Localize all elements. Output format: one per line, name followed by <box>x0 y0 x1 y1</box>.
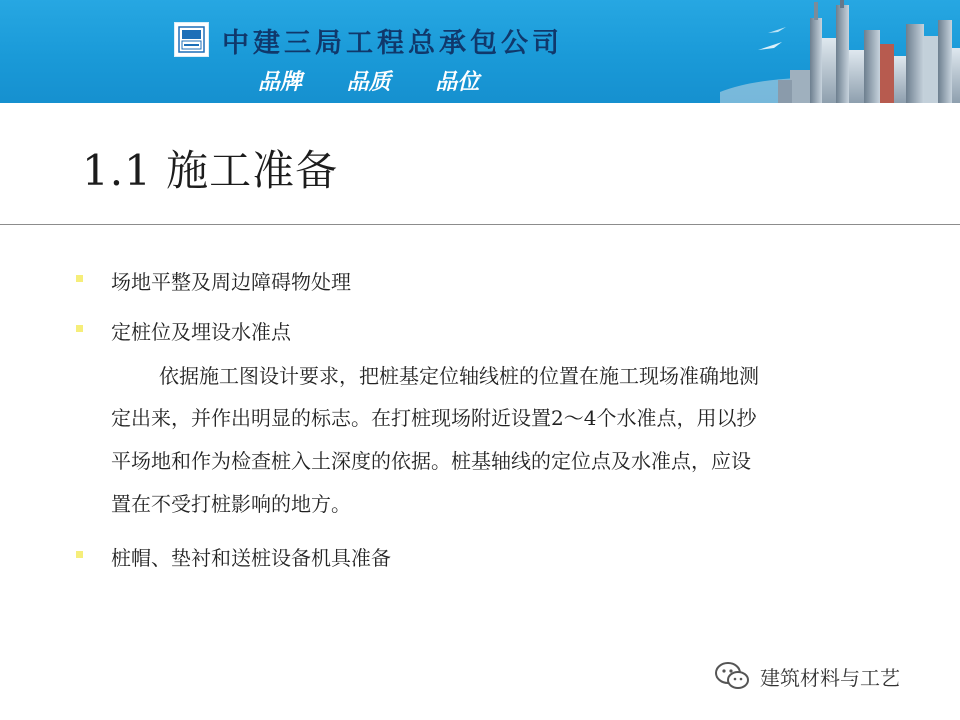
slogan-word: 品牌 <box>258 69 303 95</box>
bullet-marker <box>76 275 83 282</box>
bullet-text: 桩帽、垫衬和送桩设备机具准备 <box>111 546 391 570</box>
watermark-text: 建筑材料与工艺 <box>760 665 900 690</box>
bullet-marker <box>76 325 83 332</box>
company-logo <box>174 22 209 57</box>
title-divider <box>0 224 960 225</box>
paragraph-line: 置在不受打桩影响的地方。 <box>111 492 351 516</box>
wechat-icon <box>714 661 750 691</box>
company-name: 中建三局工程总承包公司 <box>222 28 563 59</box>
bullet-marker <box>76 551 83 558</box>
city-skyline-image <box>690 0 960 103</box>
company-slogan <box>258 65 516 96</box>
logo-icon <box>178 26 205 53</box>
slogan-word: 品位 <box>435 69 480 95</box>
watermark <box>714 658 900 694</box>
bullet-text: 定桩位及埋设水准点 <box>111 320 291 344</box>
paragraph-line: 平场地和作为检查桩入土深度的依据。桩基轴线的定位点及水准点，应设 <box>111 449 751 473</box>
paragraph-line: 依据施工图设计要求，把桩基定位轴线桩的位置在施工现场准确地测 <box>159 364 759 388</box>
header-banner <box>0 0 960 103</box>
slide-title: 1.1 施工准备 <box>82 146 339 195</box>
paragraph-line: 定出来，并作出明显的标志。在打桩现场附近设置2～4个水准点，用以抄 <box>111 406 757 430</box>
bullet-text: 场地平整及周边障碍物处理 <box>111 270 351 294</box>
slogan-word: 品质 <box>346 69 391 95</box>
